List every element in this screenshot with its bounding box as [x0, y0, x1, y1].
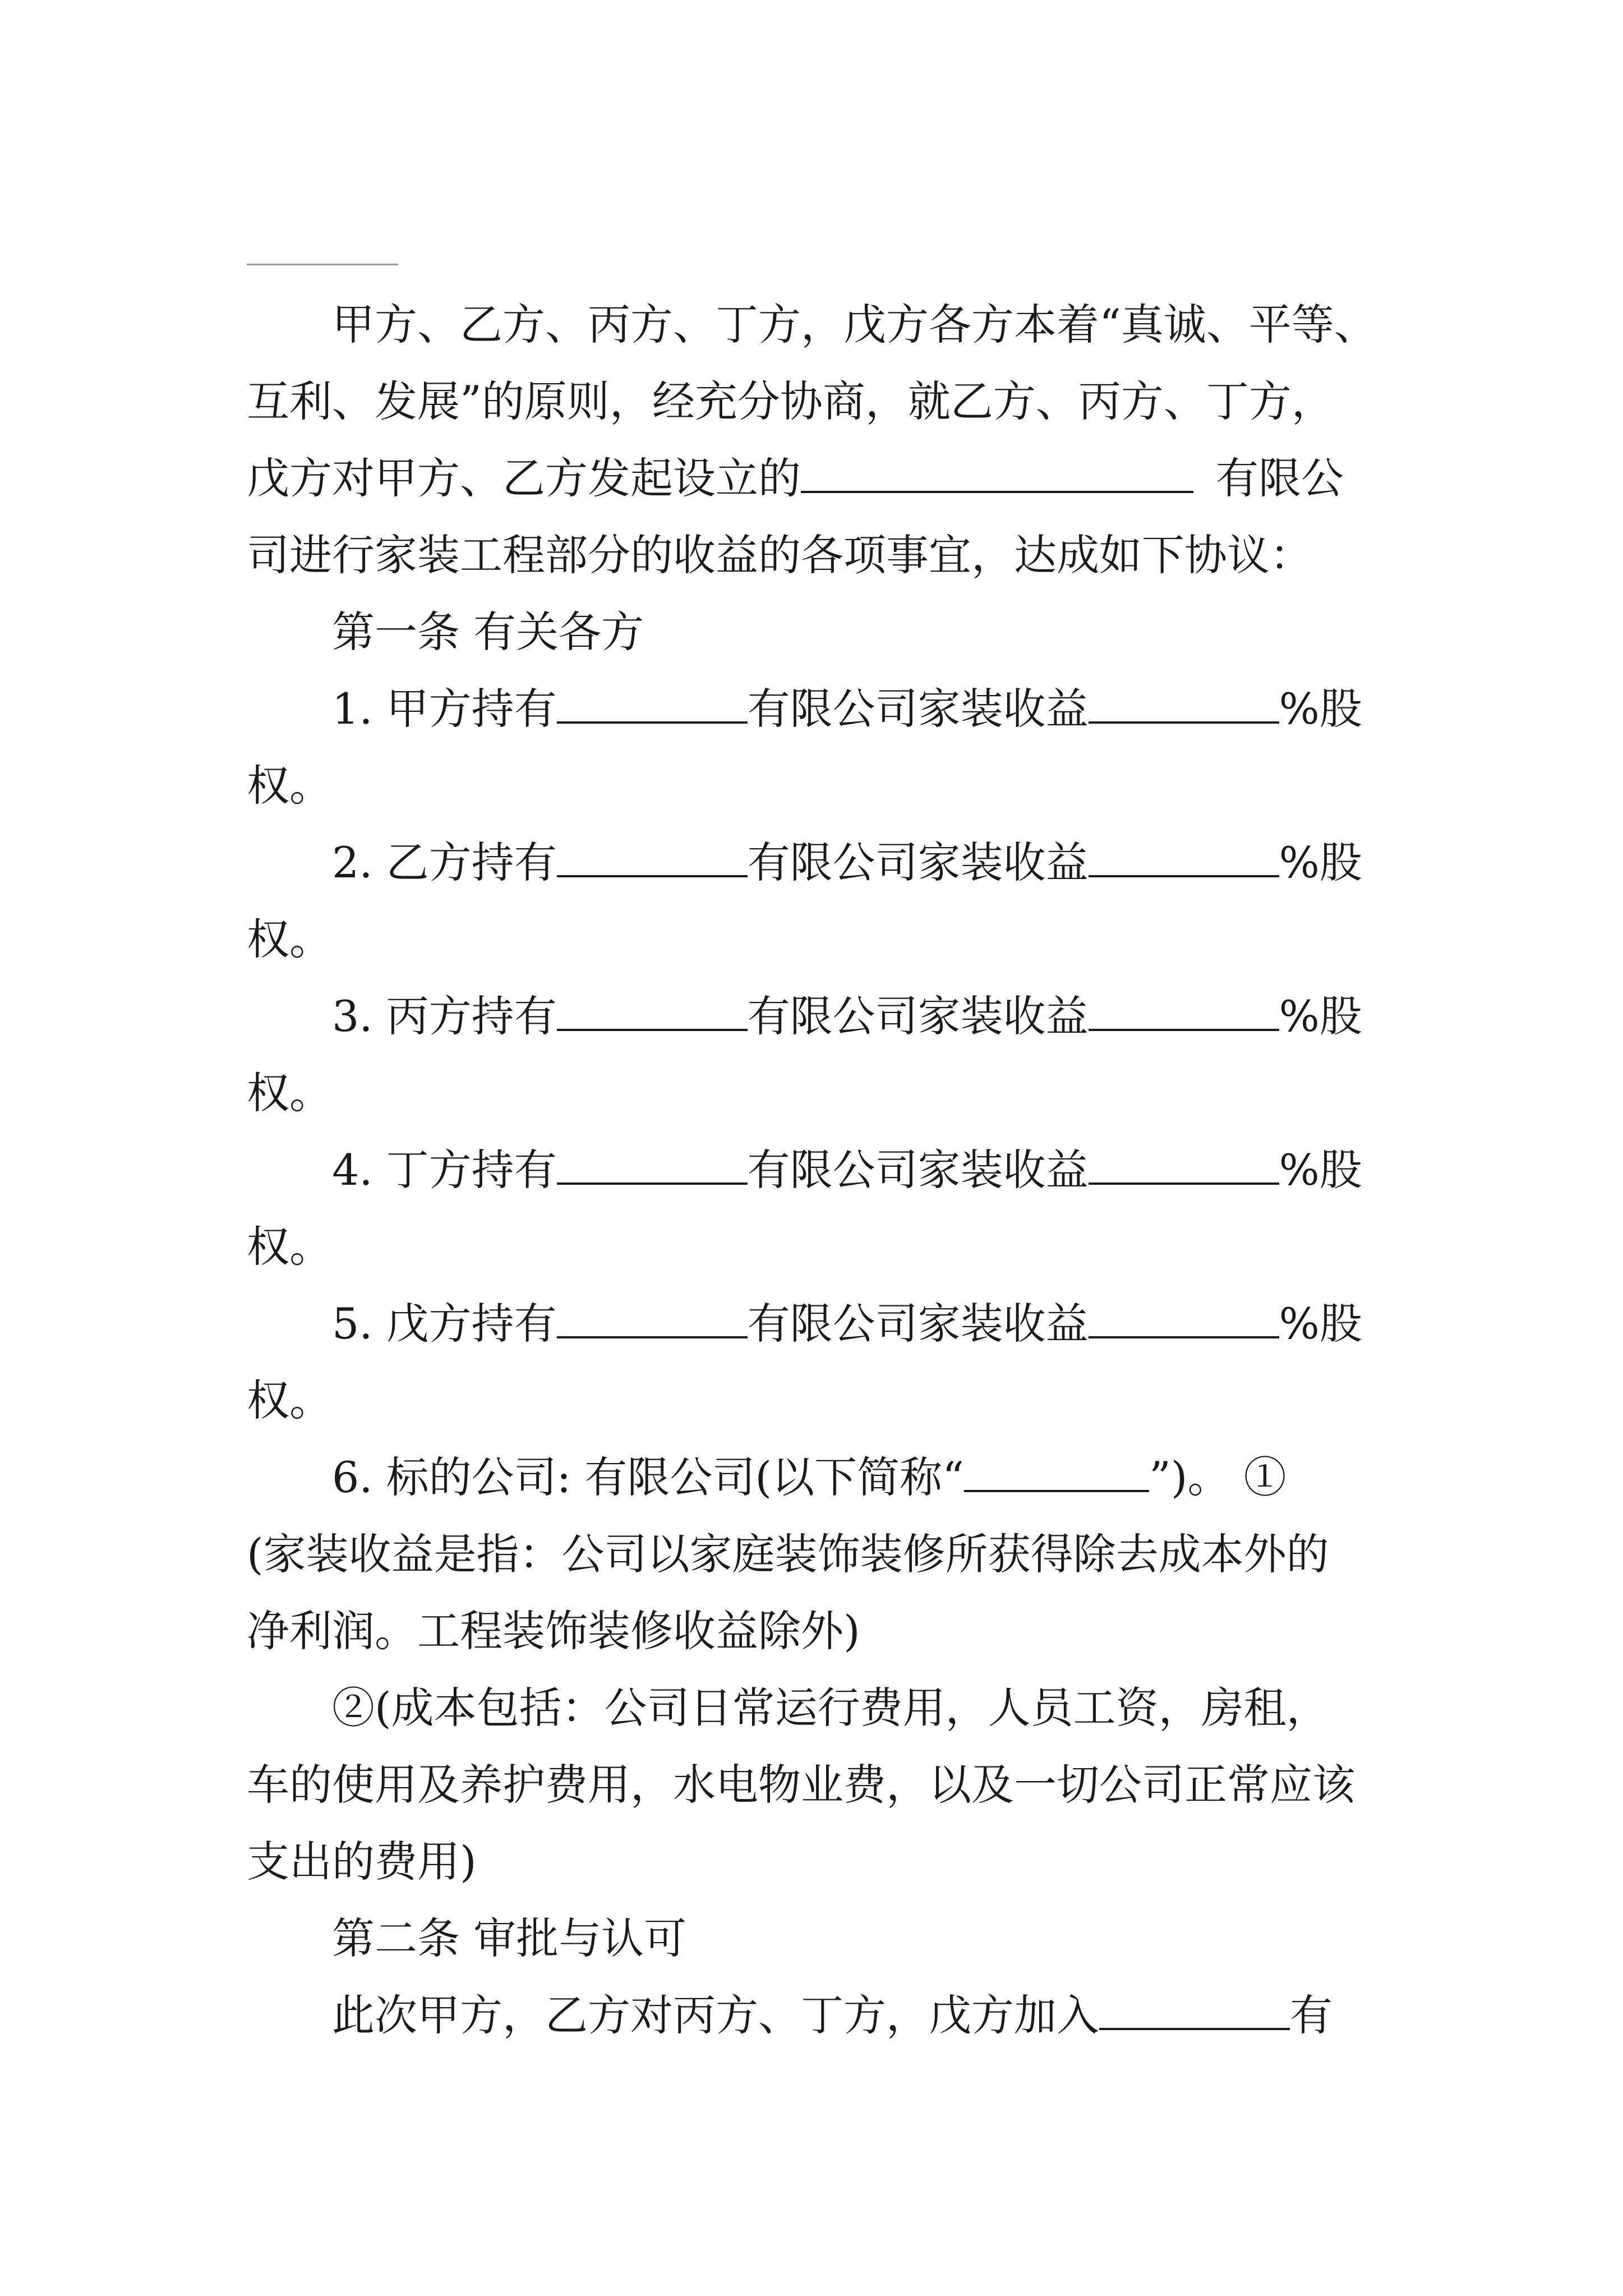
article-2-company-blank: [1099, 1989, 1290, 2030]
intro-line-1: [247, 286, 1391, 363]
item-4-tail-line: [247, 1208, 1391, 1285]
item-3-suffix: %股: [1279, 991, 1362, 1041]
item-3-tail: 权。: [247, 1068, 332, 1118]
item-6-line-1: [247, 1439, 1391, 1516]
note-2-text-1: ②(成本包括：公司日常运行费用，人员工资，房租，: [332, 1683, 1329, 1733]
article-2-text-1b: 有: [1290, 1990, 1332, 2040]
intro-text-1: 甲方、乙方、丙方、丁方，戊方各方本着“真诚、平等、: [332, 300, 1377, 349]
item-1-tail-line: [247, 747, 1391, 824]
intro-text-4: 司进行家装工程部分的收益的各项事宜，达成如下协议：: [247, 530, 1312, 580]
item-5-line: [247, 1285, 1391, 1362]
intro-line-3: [247, 440, 1391, 517]
intro-text-2: 互利、发展”的原则，经充分协商，就乙方、丙方、丁方，: [247, 376, 1334, 426]
item-2-tail: 权。: [247, 914, 332, 964]
item-4-suffix: %股: [1279, 1145, 1362, 1195]
item-2-tail-line: [247, 901, 1391, 978]
header-rule: [247, 264, 398, 265]
item-3-percent-blank: [1089, 990, 1279, 1031]
item-6-text-2: (家装收益是指：公司以家庭装饰装修所获得除去成本外的: [247, 1529, 1329, 1579]
document-body: [247, 286, 1391, 2054]
article-1-title: [247, 593, 1391, 670]
item-1-percent-blank: [1089, 682, 1279, 724]
note-2-text-2: 车的使用及养护费用，水电物业费，以及一切公司正常应该: [247, 1760, 1355, 1810]
item-3-company-blank: [557, 990, 748, 1031]
item-1-prefix: 1. 甲方持有: [332, 684, 557, 734]
item-4-percent-blank: [1089, 1143, 1279, 1185]
item-1-mid: 有限公司家装收益: [747, 684, 1089, 734]
item-4-line: [247, 1131, 1391, 1208]
intro-line-2: [247, 363, 1391, 440]
item-5-percent-blank: [1089, 1297, 1279, 1338]
item-5-tail-line: [247, 1362, 1391, 1439]
item-5-suffix: %股: [1279, 1299, 1362, 1349]
item-1-tail: 权。: [247, 761, 332, 811]
item-3-prefix: 3. 丙方持有: [332, 991, 557, 1041]
item-6-short-name-blank: [964, 1451, 1149, 1492]
article-2-line-1: [247, 1977, 1391, 2054]
item-6-line-3: [247, 1593, 1391, 1669]
item-3-line: [247, 978, 1391, 1055]
note-2-line-3: [247, 1823, 1391, 1900]
item-5-tail: 权。: [247, 1375, 332, 1425]
item-6-text-3: 净利润。工程装饰装修收益除外): [247, 1606, 860, 1656]
item-4-tail: 权。: [247, 1222, 332, 1272]
item-6-text-1a: 6. 标的公司: 有限公司(以下简称“: [332, 1452, 964, 1502]
note-2-line-1: [247, 1669, 1391, 1746]
note-2-line-2: [247, 1746, 1391, 1823]
item-1-company-blank: [557, 682, 748, 724]
item-2-suffix: %股: [1279, 838, 1362, 887]
item-4-prefix: 4. 丁方持有: [332, 1145, 557, 1195]
item-4-mid: 有限公司家装收益: [747, 1145, 1089, 1195]
item-5-company-blank: [557, 1297, 748, 1338]
article-2-title: [247, 1900, 1391, 1977]
item-6-text-1b: ”)。 ①: [1149, 1452, 1287, 1502]
item-5-mid: 有限公司家装收益: [747, 1299, 1089, 1349]
article-2-title-text: 第二条 审批与认可: [332, 1913, 687, 1963]
note-2-text-3: 支出的费用): [247, 1837, 477, 1887]
article-2-text-1a: 此次甲方，乙方对丙方、丁方，戊方加入: [332, 1990, 1099, 2040]
item-2-mid: 有限公司家装收益: [747, 838, 1089, 887]
item-2-line: [247, 824, 1391, 901]
item-2-company-blank: [557, 836, 748, 877]
item-3-mid: 有限公司家装收益: [747, 991, 1089, 1041]
item-1-suffix: %股: [1279, 684, 1362, 734]
item-1-line: [247, 670, 1391, 747]
company-name-blank: [801, 452, 1193, 493]
intro-text-3b: 有限公: [1216, 453, 1344, 503]
intro-text-3a: 戊方对甲方、乙方发起设立的: [247, 453, 801, 503]
article-1-title-text: 第一条 有关各方: [332, 607, 644, 657]
item-2-percent-blank: [1089, 836, 1279, 877]
item-6-line-2: [247, 1516, 1391, 1593]
intro-line-4: [247, 517, 1391, 593]
item-4-company-blank: [557, 1143, 748, 1185]
item-2-prefix: 2. 乙方持有: [332, 838, 557, 887]
item-3-tail-line: [247, 1055, 1391, 1131]
item-5-prefix: 5. 戊方持有: [332, 1299, 557, 1349]
